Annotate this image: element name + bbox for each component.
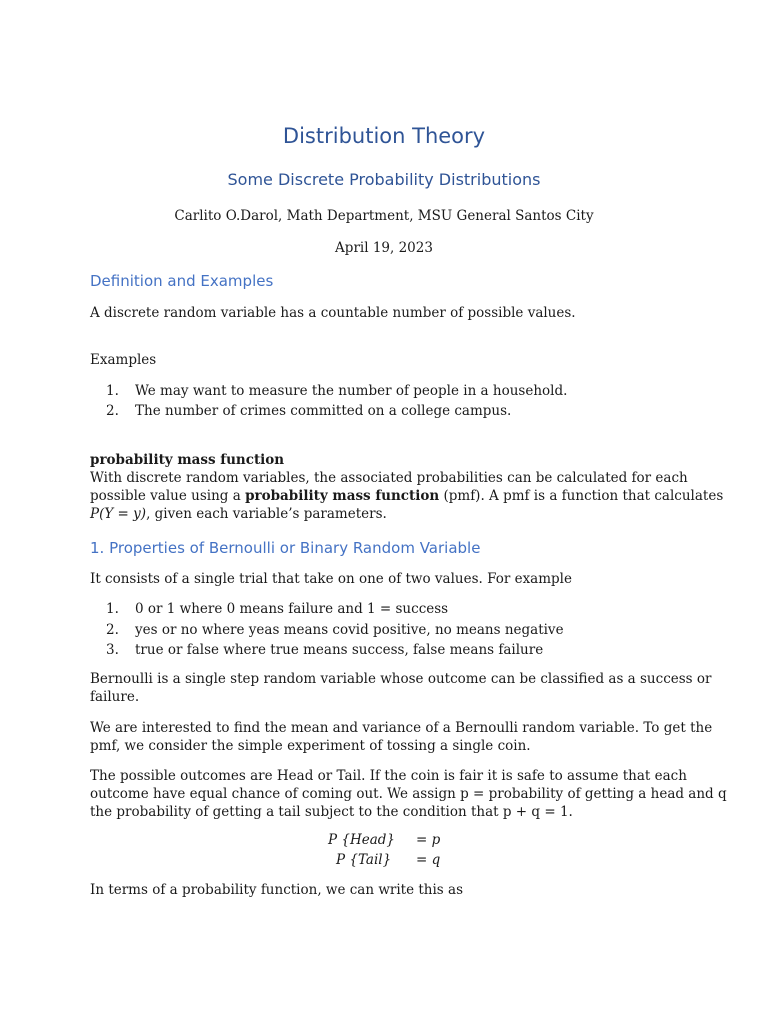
list-item: true or false where true means success, false means failure [135, 642, 544, 658]
author-line: Carlito O.Darol, Math Department, MSU General Santos City [174, 208, 594, 224]
list-item: 0 or 1 where 0 means failure and 1 = success [135, 601, 449, 617]
section-heading-definition: Definition and Examples [90, 272, 274, 290]
list-number: 1. [106, 601, 119, 617]
section-heading-bernoulli: 1. Properties of Bernoulli or Binary Random Variable [90, 539, 481, 557]
list-item: We may want to measure the number of people in a household. [135, 383, 568, 399]
date-line: April 19, 2023 [335, 240, 433, 256]
list-item: The number of crimes committed on a college campus. [135, 403, 512, 419]
paragraph-line: Bernoulli is a single step random variable whose outcome can be classified as a success or [90, 671, 712, 687]
pmf-line-3-post: , given each variable’s parameters. [146, 506, 387, 522]
pmf-term-bold: probability mass function [245, 488, 440, 504]
definition-text: A discrete random variable has a countable number of possible values. [90, 305, 576, 321]
paragraph-line: pmf, we consider the simple experiment of tossing a single coin. [90, 738, 531, 754]
bernoulli-intro: It consists of a single trial that take on one of two values. For example [90, 571, 572, 587]
list-number: 3. [106, 642, 119, 658]
examples-label: Examples [90, 352, 157, 368]
closing-line: In terms of a probability function, we can write this as [90, 882, 464, 898]
equation-head-lhs: P {Head} [328, 832, 396, 848]
list-number: 1. [106, 383, 119, 399]
doc-subtitle: Some Discrete Probability Distributions [227, 170, 541, 189]
pmf-math-expression: P(Y = y) [90, 506, 147, 522]
equation-tail-rhs: = q [416, 852, 441, 868]
paragraph-line: outcome have equal chance of coming out. We assign p = probability of getting a head and q [90, 786, 727, 802]
list-number: 2. [106, 403, 119, 419]
list-number: 2. [106, 622, 119, 638]
pmf-heading: probability mass function [90, 452, 285, 468]
paragraph-line: The possible outcomes are Head or Tail. If the coin is fair it is safe to assume that each [90, 768, 687, 784]
list-item: yes or no where yeas means covid positive, no means negative [135, 622, 564, 638]
pmf-line-1: With discrete random variables, the associated probabilities can be calculated for each [90, 470, 688, 486]
doc-title: Distribution Theory [282, 124, 486, 148]
pmf-line-2-post: (pmf). A pmf is a function that calculates [439, 488, 724, 504]
paragraph-line: failure. [90, 689, 140, 705]
equation-tail-lhs: P {Tail} [336, 852, 392, 868]
pmf-line-2 [90, 488, 723, 504]
pmf-line-3 [90, 506, 387, 522]
equation-head-rhs: = p [416, 832, 441, 848]
paragraph-line: We are interested to find the mean and variance of a Bernoulli random variable. To get the [90, 720, 713, 736]
pmf-line-2-pre: possible value using a [90, 488, 246, 504]
paragraph-line: the probability of getting a tail subject to the condition that p + q = 1. [90, 804, 573, 820]
